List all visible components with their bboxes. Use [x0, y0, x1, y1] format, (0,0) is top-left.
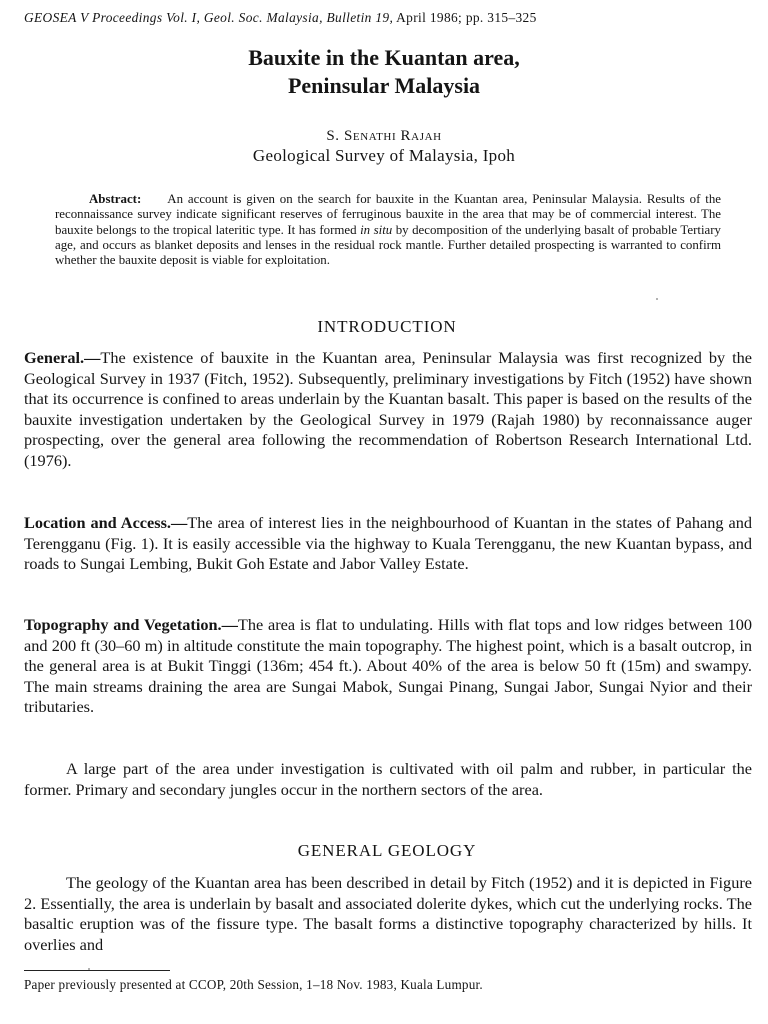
scan-speck — [88, 968, 90, 970]
paragraph-topography — [24, 615, 752, 718]
issue-date-pages: April 1986; pp. 315–325 — [396, 10, 537, 25]
paragraph-text-topography: The area is flat to undulating. Hills with flat tops and low ridges between 100 and 200 ft (30–60 m) in altitude constitute the main topography. The highest point, which is a basalt outcrop, in the general area is at Bukit Tinggi (136m; 454 ft.). About 40% of the area is below 50 ft (15m) and swampy. The main streams draining the area are Sungai Mabok, Sungai Pinang, Sungai Jabor, Sungai Nyior and their tributaries. — [24, 615, 752, 716]
running-header — [24, 10, 744, 26]
paragraph-location — [24, 513, 752, 575]
paragraph-label-general: General.— — [24, 348, 101, 367]
abstract — [55, 192, 721, 268]
footnote: Paper previously presented at CCOP, 20th Session, 1–18 Nov. 1983, Kuala Lumpur. — [24, 977, 483, 992]
journal-citation: GEOSEA V Proceedings Vol. I, Geol. Soc. Malaysia, Bulletin 19, — [24, 10, 394, 25]
paragraph-text-location: The area of interest lies in the neighbourhood of Kuantan in the states of Pahang and Terengganu (Fig. 1). It is easily accessible via the highway to Kuala Terengganu, the new Kuantan bypass, and roads to Sungai Lembing, Bukit Goh Estate and Jabor Valley Estate. — [24, 513, 752, 573]
paragraph-label-location: Location and Access.— — [24, 513, 188, 532]
paragraph-text-general: The existence of bauxite in the Kuantan area, Peninsular Malaysia was first recognized by the Geological Survey in 1937 (Fitch, 1952). Subsequently, preliminary investigations by Fitch (1952) have shown that its occurrence is confined to areas underlain by the Kuantan basalt. This paper is based on the results of the bauxite investigation undertaken by the Geological Survey in 1979 (Rajah 1980) by reconnaissance auger prospecting, over the general area following the recommendation of Robertson Research International Ltd. (1976). — [24, 348, 752, 470]
section-heading-general-geology: GENERAL GEOLOGY — [297, 841, 477, 860]
section-heading-introduction: INTRODUCTION — [317, 317, 457, 336]
paragraph-general — [24, 348, 752, 471]
abstract-label: Abstract: — [89, 192, 142, 206]
scan-speck — [656, 298, 658, 300]
abstract-text-1: An account is given on the search for bauxite in the Kuantan area, Peninsular Malaysia. Results of the reconnaissance survey indicate significant reserves of ferruginous bauxite in the area that may be of commercial interest. The bauxite belongs to the tropical lateritic type. It has formed — [55, 192, 721, 237]
paragraph-geology: The geology of the Kuantan area has been described in detail by Fitch (1952) and it is depicted in Figure 2. Essentially, the area is underlain by basalt and associated dolerite dykes, which cut the underlying rocks. The basaltic eruption was of the fissure type. The basalt forms a distinctive topography characterized by hills. It overlies and — [24, 873, 752, 954]
paragraph-vegetation: A large part of the area under investigation is cultivated with oil palm and rubber, in particular the former. Primary and secondary jungles occur in the northern sectors of the area. — [24, 759, 752, 799]
author-affiliation: Geological Survey of Malaysia, Ipoh — [252, 146, 516, 165]
paper-title — [0, 44, 768, 100]
abstract-italic-term: in situ — [360, 222, 393, 237]
abstract-text-2: by decomposition of the underlying basalt of probable Tertiary age, and occurs as blanket deposits and lenses in the residual rock mantle. Further detailed prospecting is warranted to confirm whether the bauxite deposit is viable for exploitation. — [55, 222, 721, 268]
paragraph-label-topography: Topography and Vegetation.— — [24, 615, 238, 634]
footnote-rule — [24, 970, 170, 971]
author-name: S. Senathi Rajah — [326, 128, 442, 144]
title-line-1: Bauxite in the Kuantan area, — [248, 45, 520, 70]
title-line-2: Peninsular Malaysia — [287, 73, 481, 98]
